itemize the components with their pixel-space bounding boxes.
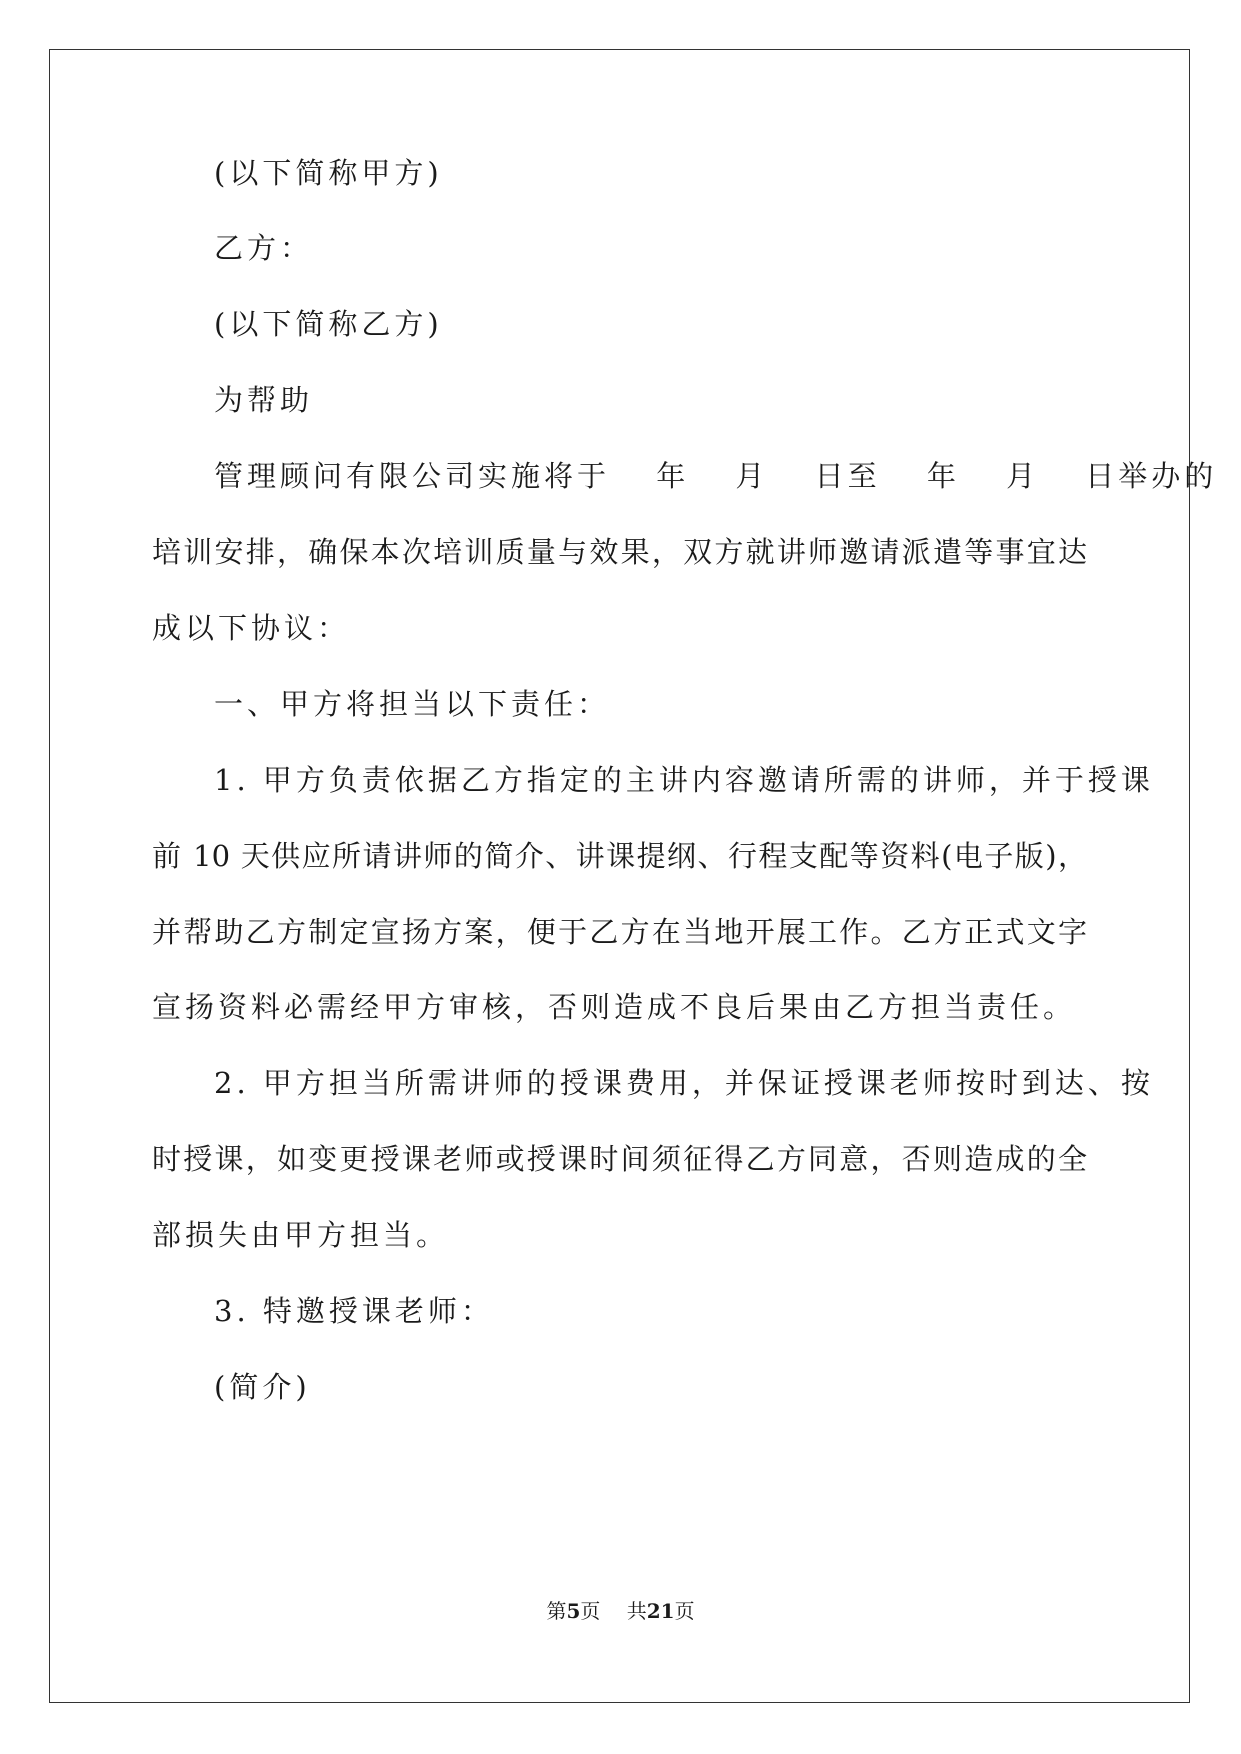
text-line: 宣扬资料必需经甲方审核，否则造成不良后果由乙方担当责任。 — [152, 990, 1077, 1024]
text-line: (简介) — [214, 1370, 311, 1404]
text-line: 管理顾问有限公司实施将于 年 月 日至 年 月 日举办的 — [214, 459, 1218, 493]
text-line: 1. 甲方负责依据乙方指定的主讲内容邀请所需的讲师，并于授课 — [214, 763, 1154, 797]
total-pages-number: 21 — [646, 1599, 675, 1623]
text-line: 部损失由甲方担当。 — [152, 1218, 450, 1252]
footer-total-label: 页 — [674, 1599, 695, 1623]
text-line: 一、甲方将担当以下责任： — [214, 687, 611, 721]
page-border — [49, 49, 1190, 1703]
text-line: 前 10 天供应所请讲师的简介、讲课提纲、行程支配等资料(电子版)， — [152, 839, 1087, 873]
text-line: 时授课，如变更授课老师或授课时间须征得乙方同意，否则造成的全 — [152, 1142, 1087, 1176]
text-line: 培训安排，确保本次培训质量与效果，双方就讲师邀请派遣等事宜达 — [152, 535, 1087, 569]
text-line: 为帮助 — [214, 383, 314, 417]
text-line: 乙方： — [214, 231, 314, 265]
text-line: 3. 特邀授课老师： — [214, 1294, 494, 1328]
text-line: (以下简称乙方) — [214, 307, 443, 341]
footer-prefix: 第 — [546, 1599, 567, 1623]
text-line: (以下简称甲方) — [214, 156, 443, 190]
current-page-number: 5 — [566, 1599, 581, 1623]
text-line: 并帮助乙方制定宣扬方案，便于乙方在当地开展工作。乙方正式文字 — [152, 915, 1087, 949]
text-line: 成以下协议： — [152, 611, 351, 645]
text-line: 2. 甲方担当所需讲师的授课费用，并保证授课老师按时到达、按 — [214, 1066, 1154, 1100]
footer-page-label: 页 — [580, 1599, 601, 1623]
page-footer — [0, 1597, 1241, 1625]
footer-total-prefix: 共 — [626, 1599, 647, 1623]
